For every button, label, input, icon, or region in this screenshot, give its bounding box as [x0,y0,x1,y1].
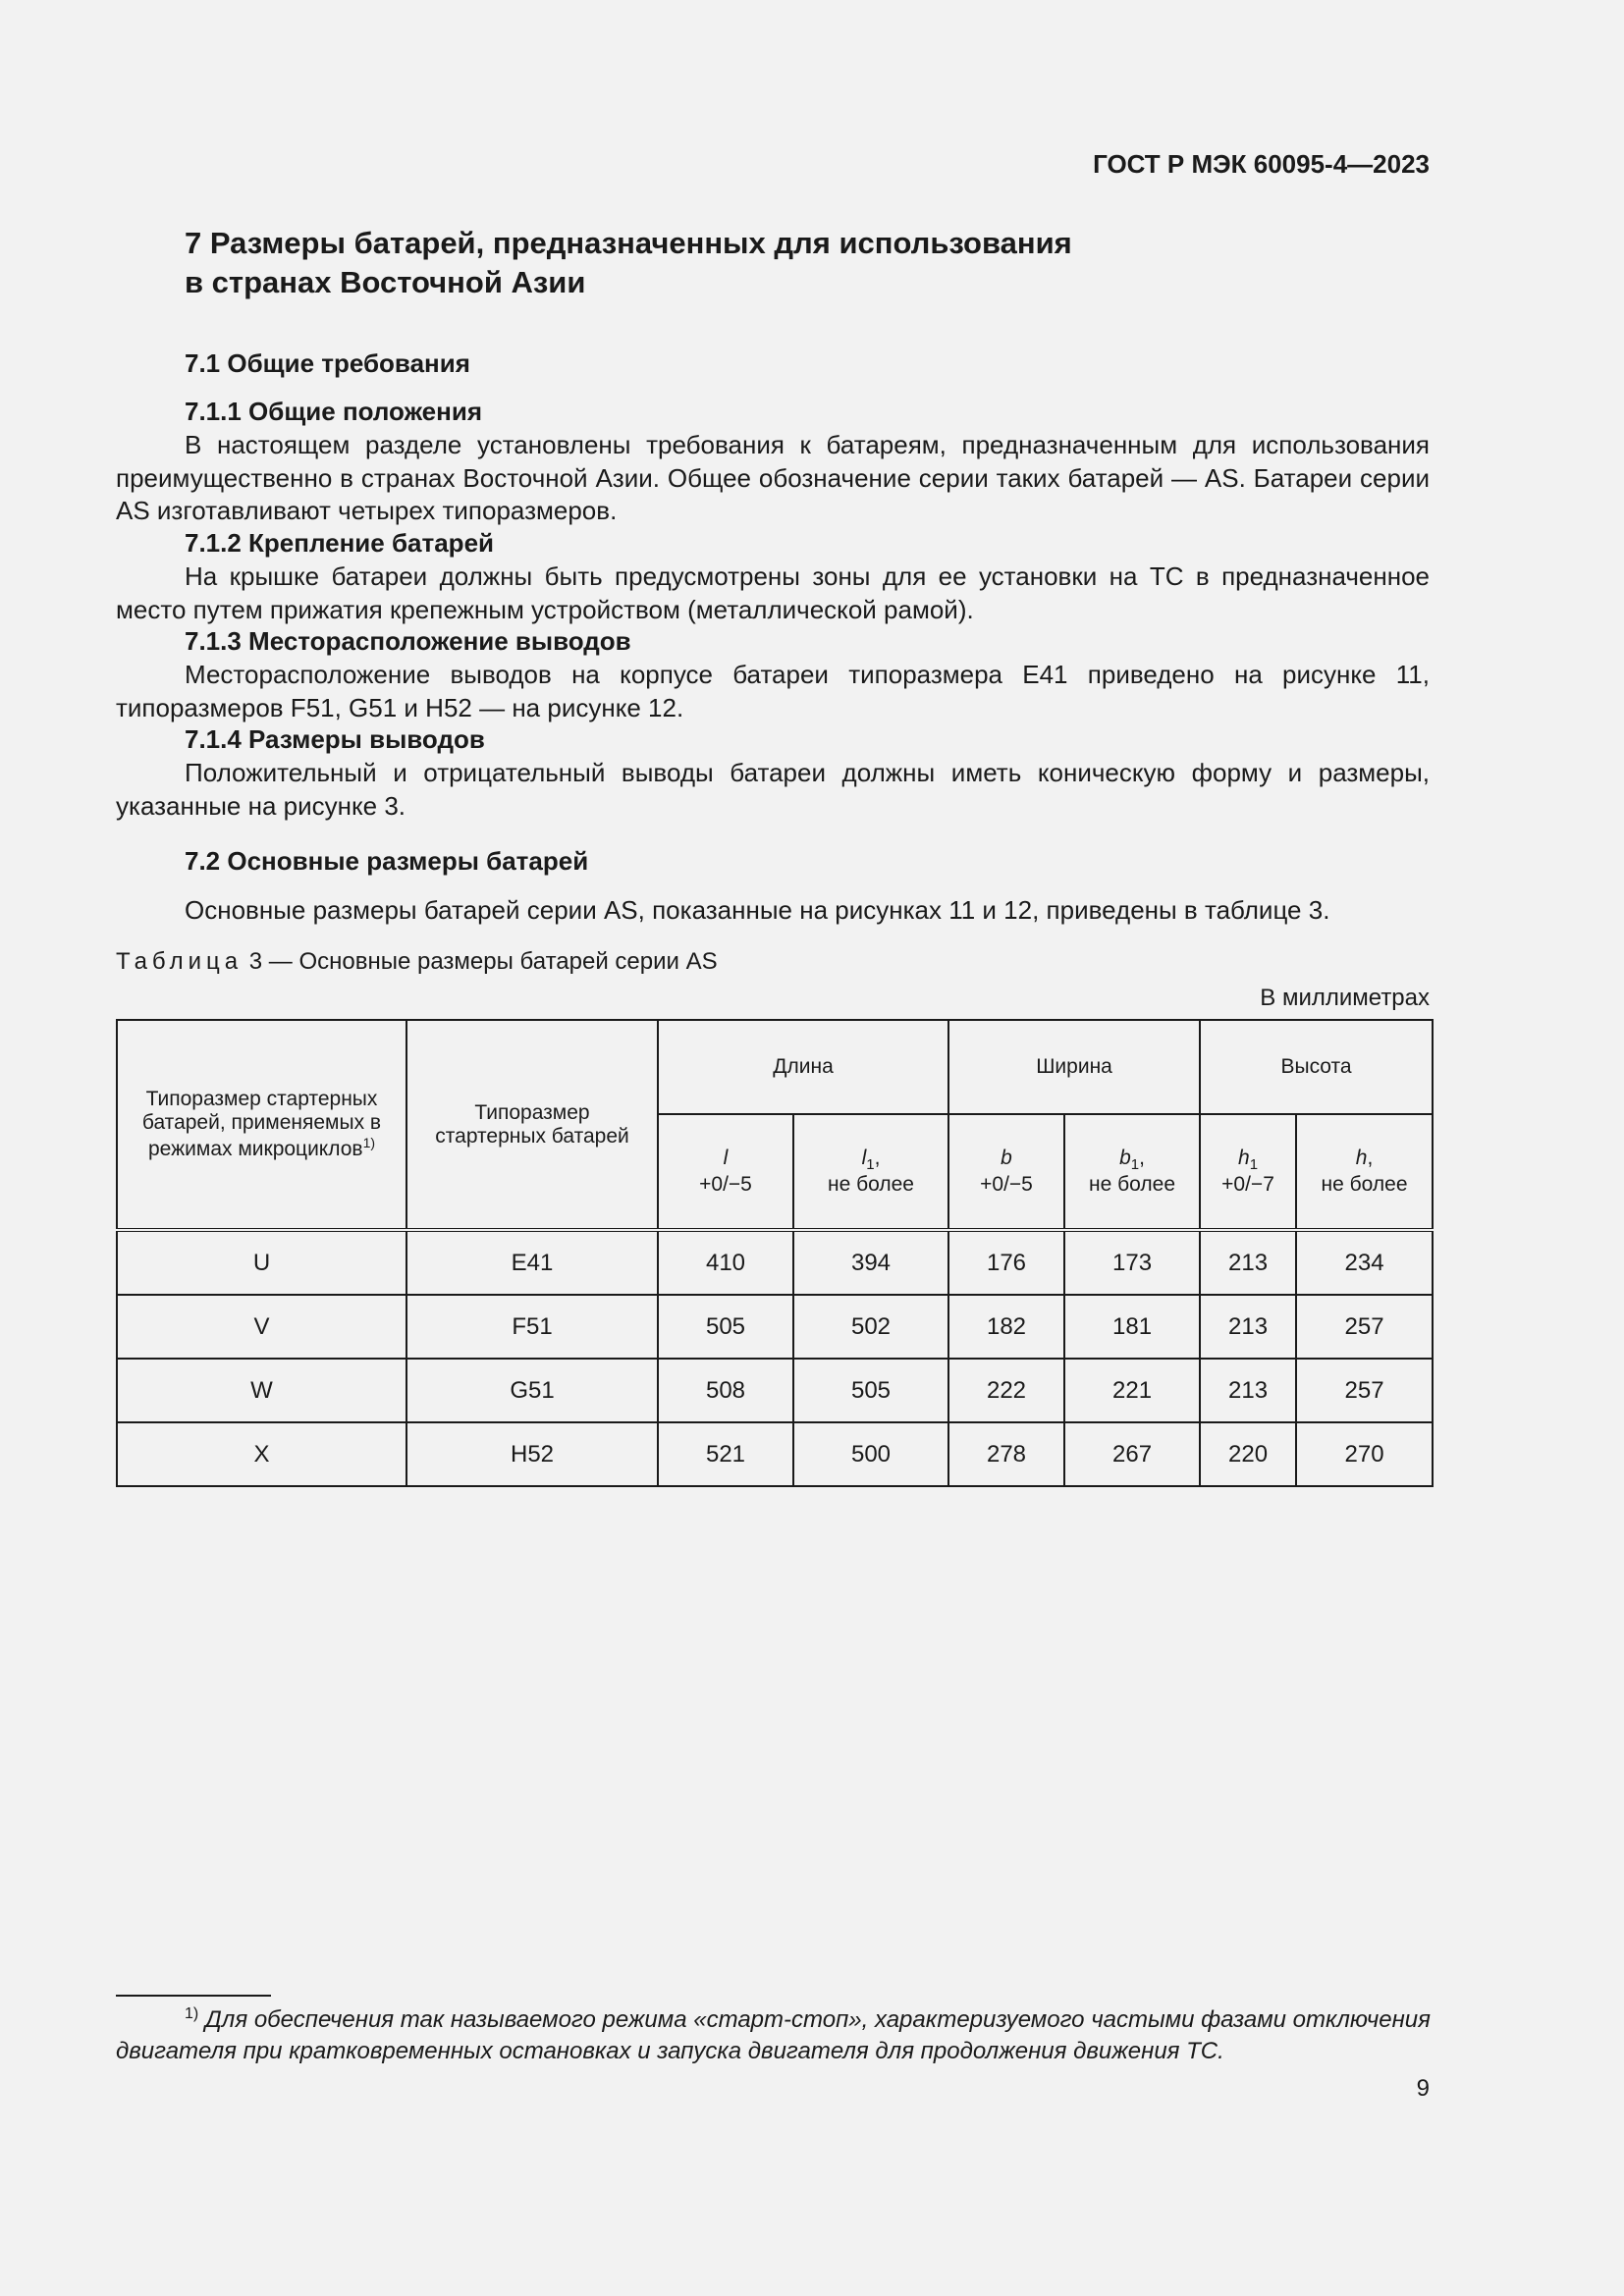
document-header: ГОСТ Р МЭК 60095-4—2023 [1093,149,1430,179]
table-cell: 257 [1296,1359,1433,1422]
table-cell: 173 [1064,1230,1200,1295]
table-cell: 213 [1200,1295,1296,1359]
paragraph-text: Основные размеры батарей серии AS, показанные на рисунках 11 и 12, приведены в таблице 3. [185,895,1330,925]
subsection-heading-7-1-3: 7.1.3 Месторасположение выводов [185,626,631,656]
table-cell: F51 [406,1295,658,1359]
table-units: В миллиметрах [1260,985,1430,1011]
paragraph-7-1-2 [116,561,1430,626]
section-title-line2: в странах Восточной Азии [185,265,586,299]
paragraph-text: Положительный и отрицательный выводы батареи должны иметь коническую форму и размеры, указанные на рисунке 3. [116,758,1430,821]
table-cell: 500 [793,1422,948,1486]
table-cell: V [117,1295,406,1359]
table-cell: 182 [948,1295,1064,1359]
table-cell: 181 [1064,1295,1200,1359]
table-cell: 270 [1296,1422,1433,1486]
table-body [117,1230,1433,1486]
paragraph-text: На крышке батареи должны быть предусмотрены зоны для ее установки на ТС в предназначенное место путем прижатия крепежным устройством (металлической рамой). [116,561,1430,624]
table-cell: X [117,1422,406,1486]
table-cell: 220 [1200,1422,1296,1486]
table-cell: G51 [406,1359,658,1422]
subheader-cell: $b_1$, не более [1064,1114,1200,1230]
table-cell: 521 [658,1422,793,1486]
table-cell: 221 [1064,1359,1200,1422]
table-cell: 394 [793,1230,948,1295]
footnote [116,1999,1432,2067]
footnote-rule [116,1995,271,1997]
table-cell: 234 [1296,1230,1433,1295]
footnote-ref: 1) [362,1135,376,1150]
paragraph-7-1-4 [116,757,1430,823]
table-cell: 176 [948,1230,1064,1295]
table-cell: 222 [948,1359,1064,1422]
table-cell: W [117,1359,406,1422]
section-title-line1: 7 Размеры батарей, предназначенных для использования [185,226,1072,260]
table-cell: 213 [1200,1359,1296,1422]
header-starter-size: Типоразмер стартерных батарей [406,1020,658,1230]
header-microcycle-size: Типоразмер стартерных батарей, применяемых в режимах микроциклов$^{1)}$ [117,1020,406,1230]
paragraph-7-1-1 [116,429,1430,528]
paragraph-text: Месторасположение выводов на корпусе батареи типоразмера Е41 приведено на рисунке 11, типоразмеров F51, G51 и H52 — на рисунке 12. [116,660,1430,722]
table-row [117,1359,1433,1422]
subsection-heading-7-1-1: 7.1.1 Общие положения [185,397,482,426]
table-caption [116,948,718,976]
subheader-cell: l +0/−5 [658,1114,793,1230]
table-cell: 505 [793,1359,948,1422]
subheader-cell: $l_1$, не более [793,1114,948,1230]
subsection-heading-7-1: 7.1 Общие требования [185,348,470,378]
table-cell: E41 [406,1230,658,1295]
section-heading [185,224,1363,302]
table-cell: 505 [658,1295,793,1359]
table-cell: H52 [406,1422,658,1486]
subsection-heading-7-1-2: 7.1.2 Крепление батарей [185,528,495,558]
page-number: 9 [1416,2075,1430,2102]
subsection-heading-7-1-4: 7.1.4 Размеры выводов [185,724,485,754]
table-cell: 278 [948,1422,1064,1486]
paragraph-text: В настоящем разделе установлены требования к батареям, предназначенным для использования преимущественно в странах Восточной Азии. Общее обозначение серии таких батарей — AS. Батареи серии AS изготавливают четырех типоразмеров. [116,430,1430,525]
table-cell: 257 [1296,1295,1433,1359]
table-row [117,1230,1433,1295]
subheader-cell: b +0/−5 [948,1114,1064,1230]
table-cell: 267 [1064,1422,1200,1486]
table-cell: 410 [658,1230,793,1295]
battery-dimensions-table [116,1019,1434,1487]
table-cell: 213 [1200,1230,1296,1295]
table-cell: 508 [658,1359,793,1422]
footnote-text: Для обеспечения так называемого режима «старт-стоп», характеризуемого частыми фазами отключения двигателя при кратковременных остановках и запуска двигателя для продолжения движения ТС. [116,2006,1431,2064]
subheader-cell: h, не более [1296,1114,1433,1230]
header-length: Длина [658,1020,948,1114]
table-row [117,1422,1433,1486]
table-row [117,1295,1433,1359]
header-height: Высота [1200,1020,1433,1114]
paragraph-7-2 [116,894,1430,928]
table-caption-text: 3 — Основные размеры батарей серии AS [248,948,718,975]
footnote-mark: 1) [185,2005,199,2022]
subsection-heading-7-2: 7.2 Основные размеры батарей [185,846,589,876]
table-cell: 502 [793,1295,948,1359]
paragraph-7-1-3 [116,659,1430,724]
table-caption-label: Таблица [116,948,244,975]
table-cell: U [117,1230,406,1295]
subheader-cell: $h_1$ +0/−7 [1200,1114,1296,1230]
header-width: Ширина [948,1020,1200,1114]
